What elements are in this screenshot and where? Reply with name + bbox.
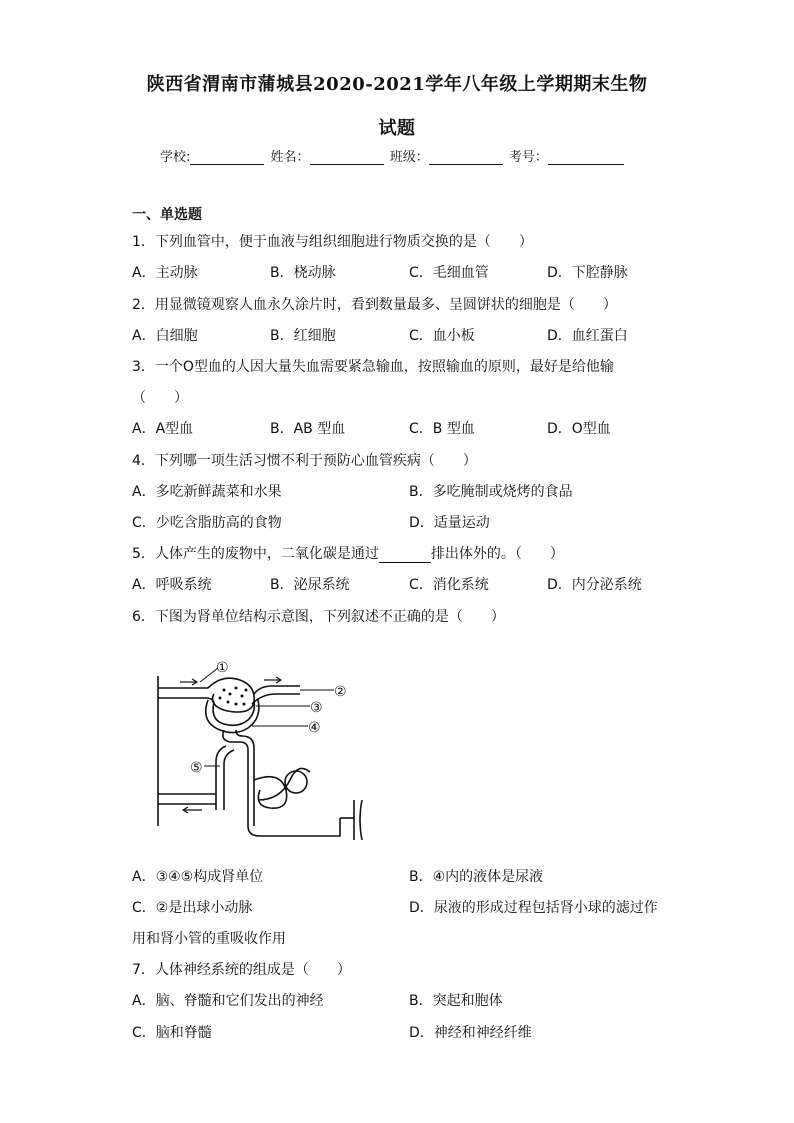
q7-option-a[interactable]: A．脑、脊髓和它们发出的神经 xyxy=(132,993,324,1009)
q7-option-b[interactable]: B．突起和胞体 xyxy=(409,993,503,1009)
q2-option-a[interactable]: A．白细胞 xyxy=(132,328,198,344)
class-label: 班级： xyxy=(389,150,429,165)
q6-option-d-cont: 用和肾小管的重吸收作用 xyxy=(132,931,286,947)
q6-option-b[interactable]: B．④内的液体是尿液 xyxy=(409,869,544,885)
nephron-diagram xyxy=(140,650,380,850)
q6-option-d[interactable]: D．尿液的形成过程包括肾小球的滤过作 xyxy=(409,900,658,916)
school-blank[interactable] xyxy=(190,150,264,165)
q5-option-d[interactable]: D．内分泌系统 xyxy=(547,577,642,593)
exam-no-blank[interactable] xyxy=(548,150,624,165)
q2-option-b[interactable]: B．红细胞 xyxy=(270,328,336,344)
q6-option-c[interactable]: C．②是出球小动脉 xyxy=(132,900,253,916)
q3-option-a[interactable]: A．A型血 xyxy=(132,421,194,437)
q3-option-c[interactable]: C．B 型血 xyxy=(409,421,475,437)
q5-option-c[interactable]: C．消化系统 xyxy=(409,577,489,593)
q5-option-b[interactable]: B．泌尿系统 xyxy=(270,577,350,593)
q1-option-d[interactable]: D．下腔静脉 xyxy=(547,265,628,281)
page-title: 陕西省渭南市蒲城县2020-2021学年八年级上学期期末生物 xyxy=(146,74,648,95)
q4-option-b[interactable]: B．多吃腌制或烧烤的食品 xyxy=(409,484,573,500)
q4-option-c[interactable]: C．少吃含脂肪高的食物 xyxy=(132,515,282,531)
q1-option-a[interactable]: A．主动脉 xyxy=(132,265,198,281)
q2-option-c[interactable]: C．血小板 xyxy=(409,328,475,344)
q4-option-a[interactable]: A．多吃新鲜蔬菜和水果 xyxy=(132,484,282,500)
q3-option-d[interactable]: D．O型血 xyxy=(547,421,611,437)
name-blank[interactable] xyxy=(310,150,384,165)
page-title-cont: 试题 xyxy=(378,118,416,139)
q2-option-d[interactable]: D．血红蛋白 xyxy=(547,328,628,344)
question-7-stem: 7．人体神经系统的组成是（ ） xyxy=(132,962,351,978)
question-3-stem: 3．一个O型血的人因大量失血需要紧急输血，按照输血的原则，最好是给他输 xyxy=(132,359,614,375)
label-4: ④ xyxy=(308,720,321,736)
label-1: ① xyxy=(216,660,229,676)
label-3: ③ xyxy=(310,700,323,716)
q7-option-c[interactable]: C．脑和脊髓 xyxy=(132,1025,212,1041)
section-heading: 一、单选题 xyxy=(132,207,202,223)
exam-no-label: 考号： xyxy=(508,150,548,165)
q5-stem-part-b: 排出体外的。（ ） xyxy=(430,546,564,562)
q6-option-a[interactable]: A．③④⑤构成肾单位 xyxy=(132,869,264,885)
question-3-stem-cont: （ ） xyxy=(132,390,188,406)
q1-option-c[interactable]: C．毛细血管 xyxy=(409,265,489,281)
q3-option-b[interactable]: B．AB 型血 xyxy=(270,421,346,437)
student-info-line xyxy=(160,146,626,165)
name-label: 姓名： xyxy=(270,150,310,165)
q1-option-b[interactable]: B．桡动脉 xyxy=(270,265,336,281)
q7-option-d[interactable]: D．神经和神经纤维 xyxy=(409,1025,532,1041)
label-2: ② xyxy=(334,684,347,700)
question-5-stem xyxy=(132,545,564,563)
q5-option-a[interactable]: A．呼吸系统 xyxy=(132,577,212,593)
label-5: ⑤ xyxy=(190,760,203,776)
question-1-stem: 1．下列血管中，便于血液与组织细胞进行物质交换的是（ ） xyxy=(132,234,533,250)
q5-stem-part-a: 5．人体产生的废物中，二氧化碳是通过 xyxy=(132,546,379,562)
school-label: 学校: xyxy=(160,150,191,165)
q4-option-d[interactable]: D．适量运动 xyxy=(409,515,490,531)
question-4-stem: 4．下列哪一项生活习惯不利于预防心血管疾病（ ） xyxy=(132,453,477,469)
class-blank[interactable] xyxy=(429,150,503,165)
question-6-stem: 6．下图为肾单位结构示意图，下列叙述不正确的是（ ） xyxy=(132,609,505,625)
q5-fill-blank[interactable] xyxy=(379,548,431,563)
question-2-stem: 2．用显微镜观察人血永久涂片时，看到数量最多、呈圆饼状的细胞是（ ） xyxy=(132,297,617,313)
